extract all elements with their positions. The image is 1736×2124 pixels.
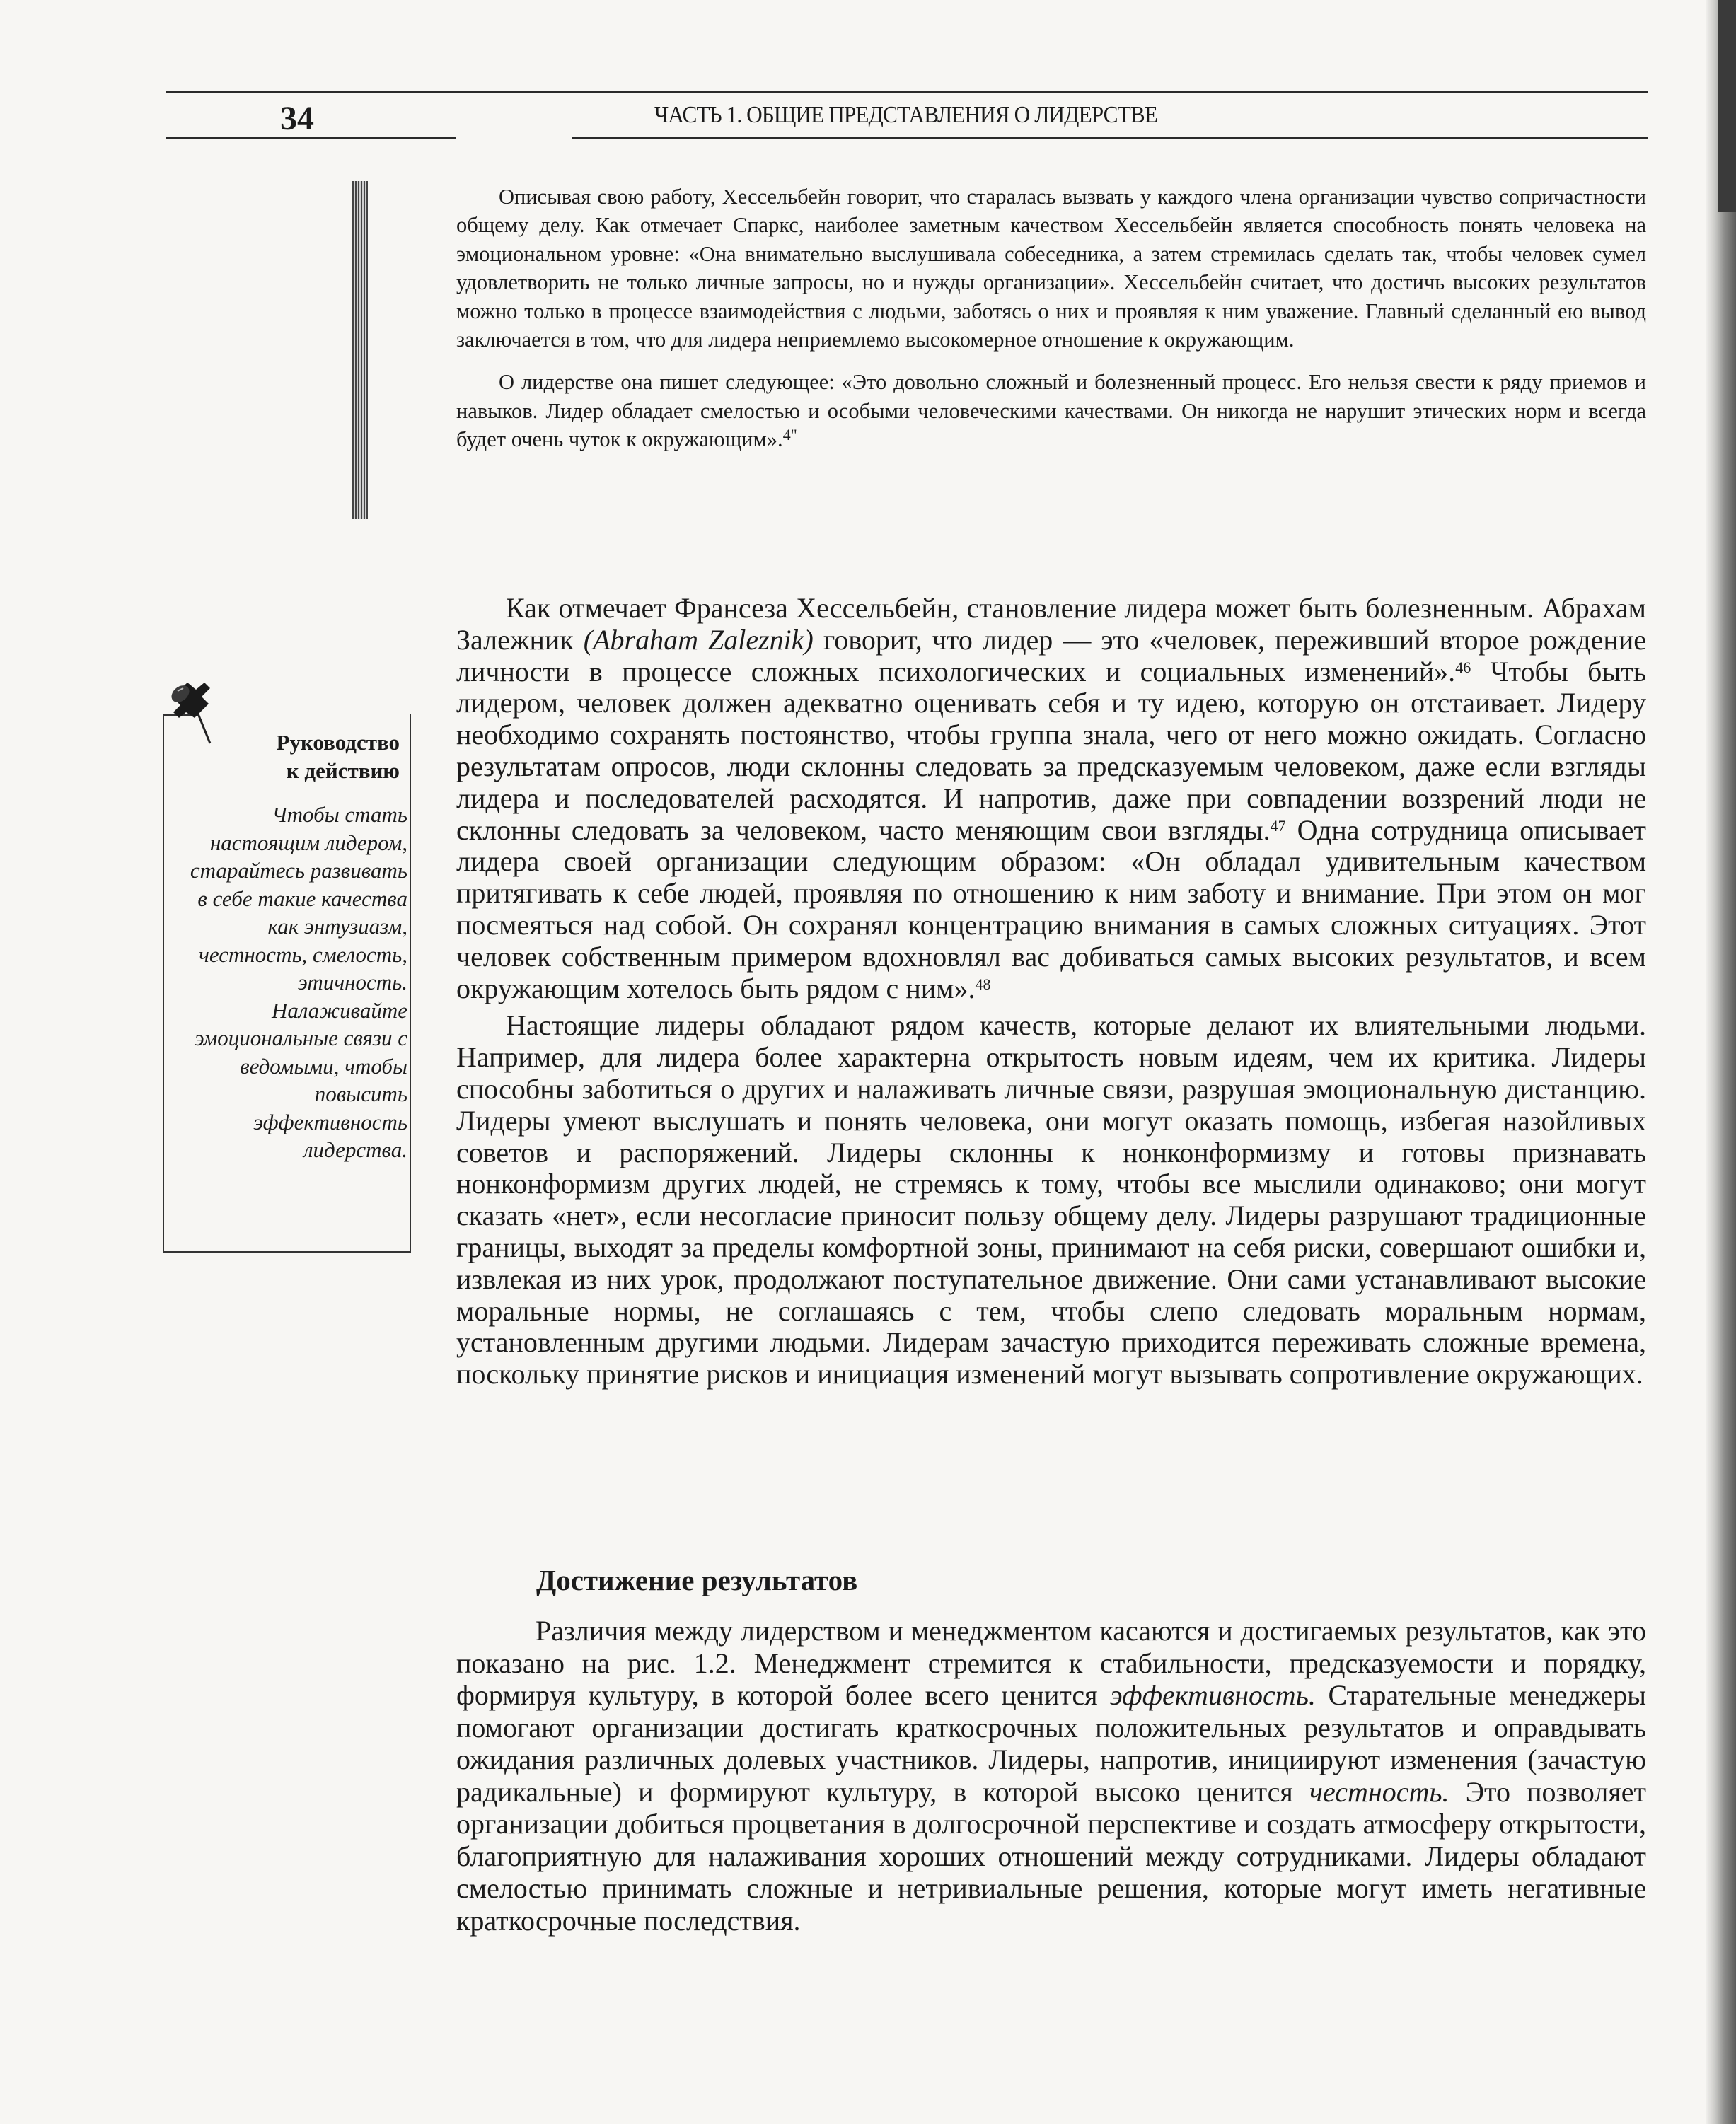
body-paragraph-1: [456, 593, 1646, 1004]
page-edge-tab: [1718, 0, 1736, 212]
footnote-ref-48: 48: [975, 975, 991, 993]
body-p1-name: (Abraham Zaleznik): [583, 623, 814, 656]
running-title: ЧАСТЬ 1. ОБЩИЕ ПРЕДСТАВЛЕНИЯ О ЛИДЕРСТВЕ: [654, 102, 1157, 128]
footnote-ref-47: 47: [1270, 816, 1286, 835]
section-text: [456, 1615, 1646, 1937]
footnote-ref: 4": [782, 426, 797, 444]
section-p-em2: честность.: [1309, 1775, 1449, 1808]
section-p-em1: эффективность.: [1110, 1679, 1316, 1711]
sidebar-text: Чтобы стать настоящим лидером, старайтесь развивать в себе такие качества как энтузиазм, честность, смелость, этичность. Налаживайте эмоциональные связи с ведомыми, чтобы повысить эффективность лидерства.: [190, 802, 407, 1162]
footnote-ref-46: 46: [1455, 658, 1471, 676]
body-p1-d: Одна сотрудница описывает лидера своей организации следующим образом: «Он обладал удивительным качеством притягивать к себе людей, проявляя по отношению к ним заботу и внимание. При этом он мог посмеяться над собой. Он сохранял концентрацию внимания в самых сложных ситуациях. Этот человек собственным примером вдохновлял вас добиваться самых высоких результатов, и всем окружающим хотелось быть рядом с ним».: [456, 813, 1646, 1004]
page-edge-shadow: [1706, 0, 1736, 2124]
sidebar-title-line-1: Руководство: [276, 730, 400, 755]
quote-paragraph-2-text: О лидерстве она пишет следующее: «Это довольно сложный и болезненный процесс. Его нельзя свести к ряду приемов и навыков. Лидер обладает смелостью и особыми человеческими качествами. Он никогда не нарушит этических норм и всегда будет очень чуток к окружающим».: [456, 370, 1646, 452]
section-paragraph: [456, 1615, 1646, 1937]
quote-paragraph-2: [456, 368, 1646, 453]
body-p1-a: Как отмечает Франсеза Хессельбейн, становление лидера может быть болезненным. Абрахам Залежник: [456, 592, 1646, 656]
body-p1-c: Чтобы быть лидером, человек должен адекватно оценивать себя и ту идею, которую он отстаивает. Лидеру необходимо сохранять постоянство, чтобы группа знала, чего от него можно ожидать. Согласно результатам опросов, люди склонны следовать за предсказуемым человеком, даже если взгляды лидера и последователей расходятся. И напротив, даже при совпадении воззрений люди не склонны следовать за человеком, часто меняющим свои взгляды.: [456, 655, 1647, 846]
section-p-b: Старательные менеджеры помогают организации достигать краткосрочных положительных результатов и оправдывать ожидания различных долевых участников. Лидеры, напротив, инициируют изменения (зачастую радикальные) и формируют культуру, в которой высоко ценится: [456, 1679, 1647, 1808]
section-p-c: Это позволяет организации добиться процветания в долгосрочной перспективе и создать атмосферу открытости, благоприятную для налаживания хороших отношений между сотрудниками. Лидеры обладают смелостью принимать сложные и нетривиальные решения, которые могут иметь негативные краткосрочные последствия.: [456, 1775, 1646, 1937]
body-paragraph-2: Настоящие лидеры обладают рядом качеств, которые делают их влиятельными людьми. Например, для лидера более характерна открытость новым идеям, чем их критика. Лидеры способны заботиться о других и налаживать личные связи, разрушая эмоциональную дистанцию. Лидеры умеют выслушать и понять человека, они могут оказать помощь, избегая назойливых советов и распоряжений. Лидеры склонны к нонконформизму и готовы признавать нонконформизм других людей, не стремясь к тому, чтобы все мыслили одинаково; они могут сказать «нет», если несогласие приносит пользу общему делу. Лидеры разрушают традиционные границы, выходят за пределы комфортной зоны, принимают на себя риски, совершают ошибки и, извлекая из них урок, продолжают поступательное движение. Они сами устанавливают высокие моральные нормы, не соглашаясь с тем, чтобы слепо следовать моральным нормам, установленным другими людьми. Лидерам зачастую приходится переживать сложные времена, поскольку принятие рисков и инициация изменений могут вызывать сопротивление окружающих.: [456, 1009, 1646, 1391]
sidebar-title: [177, 729, 400, 785]
header-rule-top: [166, 91, 1648, 93]
main-text: [456, 593, 1646, 1391]
sidebar-title-line-2: к действию: [286, 758, 400, 783]
page-number: 34: [280, 100, 314, 137]
body-p1-b: говорит, что лидер — это «человек, переживший второе рождение личности в процессе сложных психологических и социальных изменений».: [456, 623, 1647, 687]
quote-block: [456, 182, 1646, 468]
header-rule-right-bottom: [572, 137, 1648, 139]
section-p-a: Различия между лидерством и менеджментом касаются и достигаемых результатов, как это показано на рис. 1.2. Менеджмент стремится к стабильности, предсказуемости и порядку, формируя культуру, в которой более всего ценится: [456, 1615, 1646, 1711]
section-heading: Достижение результатов: [536, 1564, 858, 1596]
quote-paragraph-1: Описывая свою работу, Хессельбейн говорит, что старалась вызвать у каждого члена организации чувство сопричастности общему делу. Как отмечает Спаркс, наиболее заметным качеством Хессельбейн является способность понять человека на эмоциональном уровне: «Она внимательно выслушивала собеседника, а затем стремилась сделать так, чтобы человек сумел удовлетворить не только личные запросы, но и нужды организации». Хессельбейн считает, что достичь высоких результатов можно только в процессе взаимодействия с людьми, заботясь о них и проявляя к ним уважение. Главный сделанный ею вывод заключается в том, что для лидера неприемлемо высокомерное отношение к окружающим.: [456, 185, 1646, 352]
quote-side-bar: [352, 181, 368, 519]
